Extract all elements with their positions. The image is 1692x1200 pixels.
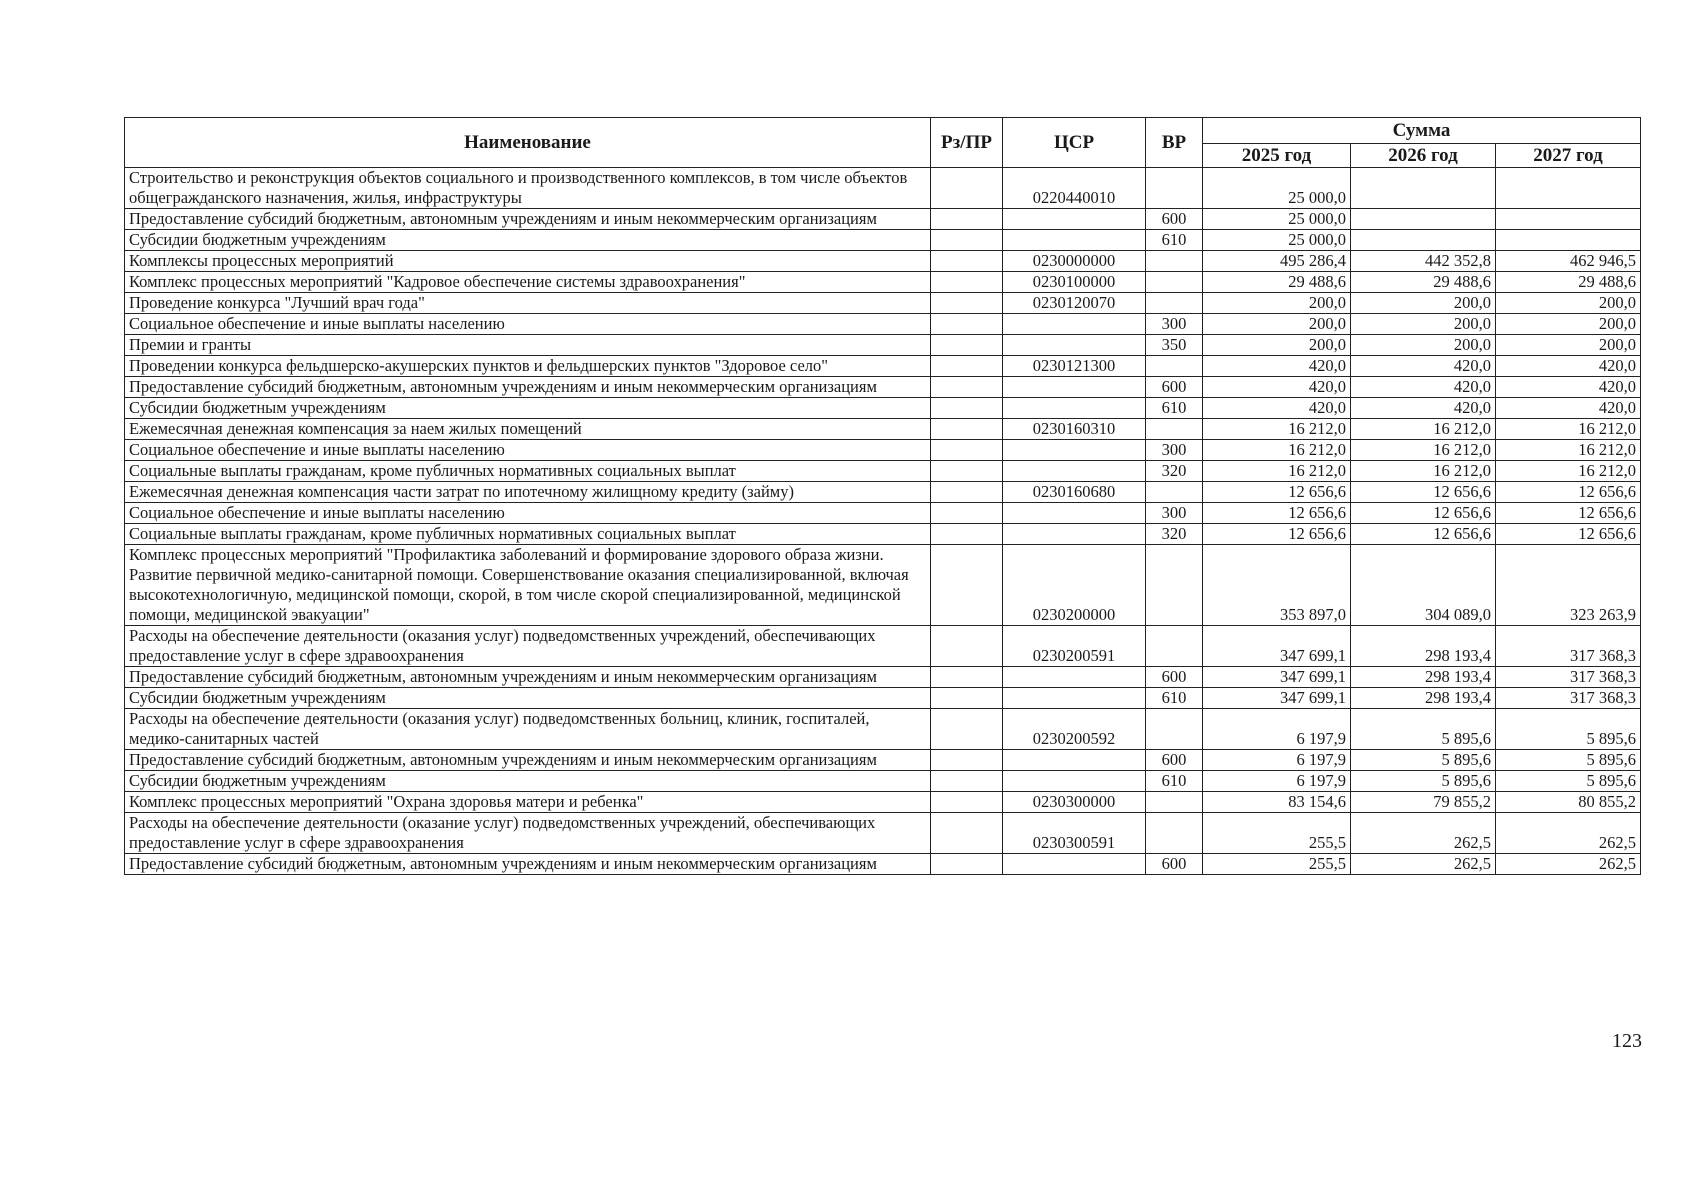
cell-rz-pr	[931, 377, 1003, 398]
cell-2025: 12 656,6	[1203, 503, 1351, 524]
cell-2027: 200,0	[1496, 293, 1641, 314]
cell-vr	[1146, 272, 1203, 293]
cell-2027	[1496, 168, 1641, 209]
cell-2027: 462 946,5	[1496, 251, 1641, 272]
cell-name: Предоставление субсидий бюджетным, автономным учреждениям и иным некоммерческим организациям	[125, 667, 931, 688]
cell-name: Предоставление субсидий бюджетным, автономным учреждениям и иным некоммерческим организациям	[125, 854, 931, 875]
page-number: 123	[1612, 1030, 1642, 1052]
cell-vr: 610	[1146, 688, 1203, 709]
cell-csr	[1003, 750, 1146, 771]
table-header	[125, 118, 1641, 168]
cell-2025: 255,5	[1203, 813, 1351, 854]
cell-name: Расходы на обеспечение деятельности (оказания услуг) подведомственных больниц, клиник, госпиталей, медико-санитарных частей	[125, 709, 931, 750]
cell-2027: 29 488,6	[1496, 272, 1641, 293]
cell-name: Предоставление субсидий бюджетным, автономным учреждениям и иным некоммерческим организациям	[125, 377, 931, 398]
cell-name: Субсидии бюджетным учреждениям	[125, 230, 931, 251]
cell-name: Социальные выплаты гражданам, кроме публичных нормативных социальных выплат	[125, 524, 931, 545]
cell-2026: 262,5	[1351, 854, 1496, 875]
cell-2027	[1496, 209, 1641, 230]
cell-vr	[1146, 356, 1203, 377]
cell-2027: 16 212,0	[1496, 419, 1641, 440]
table-row	[125, 209, 1641, 230]
cell-vr: 610	[1146, 771, 1203, 792]
cell-rz-pr	[931, 792, 1003, 813]
cell-2026: 200,0	[1351, 314, 1496, 335]
cell-vr	[1146, 419, 1203, 440]
header-name: Наименование	[125, 118, 931, 168]
table-row	[125, 251, 1641, 272]
cell-name: Комплекс процессных мероприятий "Профилактика заболеваний и формирование здорового образа жизни. Развитие первичной медико-санитарной помощи. Совершенствование оказания специализированной, включая высокотехнологичную, медицинской помощи, скорой, в том числе скорой специализированной, медицинской помощи, медицинской эвакуации"	[125, 545, 931, 626]
cell-2027: 200,0	[1496, 314, 1641, 335]
cell-2025: 16 212,0	[1203, 440, 1351, 461]
cell-rz-pr	[931, 293, 1003, 314]
cell-name: Комплекс процессных мероприятий "Охрана здоровья матери и ребенка"	[125, 792, 931, 813]
cell-2025: 200,0	[1203, 314, 1351, 335]
cell-vr: 600	[1146, 667, 1203, 688]
cell-2027: 12 656,6	[1496, 482, 1641, 503]
cell-rz-pr	[931, 503, 1003, 524]
cell-name: Проведении конкурса фельдшерско-акушерских пунктов и фельдшерских пунктов "Здоровое село"	[125, 356, 931, 377]
cell-csr	[1003, 503, 1146, 524]
cell-2026: 420,0	[1351, 377, 1496, 398]
cell-csr	[1003, 440, 1146, 461]
cell-2027: 200,0	[1496, 335, 1641, 356]
header-year-2025: 2025 год	[1203, 144, 1351, 168]
table-row	[125, 667, 1641, 688]
cell-rz-pr	[931, 771, 1003, 792]
cell-rz-pr	[931, 398, 1003, 419]
cell-2025: 29 488,6	[1203, 272, 1351, 293]
cell-csr	[1003, 314, 1146, 335]
cell-rz-pr	[931, 461, 1003, 482]
cell-vr	[1146, 482, 1203, 503]
cell-vr	[1146, 813, 1203, 854]
table-row	[125, 168, 1641, 209]
table-row	[125, 419, 1641, 440]
header-vr: ВР	[1146, 118, 1203, 168]
cell-vr	[1146, 709, 1203, 750]
cell-name: Ежемесячная денежная компенсация части затрат по ипотечному жилищному кредиту (займу)	[125, 482, 931, 503]
cell-name: Строительство и реконструкция объектов социального и производственного комплексов, в том числе объектов общегражданского назначения, жилья, инфраструктуры	[125, 168, 931, 209]
header-year-2027: 2027 год	[1496, 144, 1641, 168]
cell-2027: 5 895,6	[1496, 709, 1641, 750]
cell-2026: 298 193,4	[1351, 626, 1496, 667]
cell-2027: 12 656,6	[1496, 524, 1641, 545]
cell-csr: 0230000000	[1003, 251, 1146, 272]
cell-2025: 347 699,1	[1203, 626, 1351, 667]
header-sum: Сумма	[1203, 118, 1641, 144]
table-row	[125, 813, 1641, 854]
cell-2026: 200,0	[1351, 293, 1496, 314]
table-row	[125, 688, 1641, 709]
cell-2026	[1351, 230, 1496, 251]
cell-rz-pr	[931, 667, 1003, 688]
cell-rz-pr	[931, 440, 1003, 461]
cell-csr: 0230100000	[1003, 272, 1146, 293]
cell-rz-pr	[931, 209, 1003, 230]
cell-vr	[1146, 251, 1203, 272]
table-row	[125, 545, 1641, 626]
cell-2025: 353 897,0	[1203, 545, 1351, 626]
cell-2025: 347 699,1	[1203, 688, 1351, 709]
cell-csr: 0220440010	[1003, 168, 1146, 209]
cell-name: Предоставление субсидий бюджетным, автономным учреждениям и иным некоммерческим организациям	[125, 750, 931, 771]
cell-2025: 83 154,6	[1203, 792, 1351, 813]
cell-rz-pr	[931, 688, 1003, 709]
cell-2026: 12 656,6	[1351, 482, 1496, 503]
cell-2027: 12 656,6	[1496, 503, 1641, 524]
cell-2025: 6 197,9	[1203, 709, 1351, 750]
cell-csr	[1003, 667, 1146, 688]
cell-2026: 16 212,0	[1351, 419, 1496, 440]
cell-2025: 6 197,9	[1203, 771, 1351, 792]
cell-rz-pr	[931, 356, 1003, 377]
cell-vr	[1146, 168, 1203, 209]
cell-2025: 255,5	[1203, 854, 1351, 875]
cell-rz-pr	[931, 168, 1003, 209]
cell-name: Социальное обеспечение и иные выплаты населению	[125, 314, 931, 335]
cell-name: Предоставление субсидий бюджетным, автономным учреждениям и иным некоммерческим организациям	[125, 209, 931, 230]
table-row	[125, 503, 1641, 524]
cell-2025: 6 197,9	[1203, 750, 1351, 771]
cell-csr	[1003, 524, 1146, 545]
cell-vr: 600	[1146, 854, 1203, 875]
cell-csr: 0230160680	[1003, 482, 1146, 503]
cell-name: Социальное обеспечение и иные выплаты населению	[125, 503, 931, 524]
cell-2026: 12 656,6	[1351, 503, 1496, 524]
cell-2026: 442 352,8	[1351, 251, 1496, 272]
cell-rz-pr	[931, 335, 1003, 356]
cell-2027: 80 855,2	[1496, 792, 1641, 813]
cell-2026: 29 488,6	[1351, 272, 1496, 293]
table-row	[125, 293, 1641, 314]
cell-csr	[1003, 335, 1146, 356]
cell-name: Комплекс процессных мероприятий "Кадровое обеспечение системы здравоохранения"	[125, 272, 931, 293]
cell-vr: 610	[1146, 398, 1203, 419]
cell-2027: 262,5	[1496, 813, 1641, 854]
header-rz-pr: Рз/ПР	[931, 118, 1003, 168]
cell-csr	[1003, 461, 1146, 482]
cell-csr: 0230300591	[1003, 813, 1146, 854]
cell-vr: 350	[1146, 335, 1203, 356]
cell-2026: 79 855,2	[1351, 792, 1496, 813]
cell-2025: 25 000,0	[1203, 230, 1351, 251]
cell-2026: 200,0	[1351, 335, 1496, 356]
cell-rz-pr	[931, 709, 1003, 750]
cell-vr: 600	[1146, 209, 1203, 230]
cell-name: Премии и гранты	[125, 335, 931, 356]
cell-2025: 420,0	[1203, 356, 1351, 377]
cell-vr	[1146, 545, 1203, 626]
cell-2026: 16 212,0	[1351, 440, 1496, 461]
cell-2026: 5 895,6	[1351, 750, 1496, 771]
cell-2026: 16 212,0	[1351, 461, 1496, 482]
cell-2027: 420,0	[1496, 377, 1641, 398]
table-row	[125, 750, 1641, 771]
cell-name: Проведение конкурса "Лучший врач года"	[125, 293, 931, 314]
cell-2027: 5 895,6	[1496, 750, 1641, 771]
cell-csr	[1003, 230, 1146, 251]
table-row	[125, 461, 1641, 482]
cell-2025: 420,0	[1203, 377, 1351, 398]
table-row	[125, 440, 1641, 461]
cell-rz-pr	[931, 813, 1003, 854]
cell-vr: 600	[1146, 750, 1203, 771]
cell-csr	[1003, 854, 1146, 875]
cell-2025: 16 212,0	[1203, 419, 1351, 440]
cell-vr: 300	[1146, 503, 1203, 524]
cell-vr	[1146, 792, 1203, 813]
table-row	[125, 335, 1641, 356]
cell-2025: 420,0	[1203, 398, 1351, 419]
cell-rz-pr	[931, 750, 1003, 771]
header-csr: ЦСР	[1003, 118, 1146, 168]
cell-rz-pr	[931, 854, 1003, 875]
cell-2027: 317 368,3	[1496, 688, 1641, 709]
cell-vr	[1146, 293, 1203, 314]
cell-vr: 610	[1146, 230, 1203, 251]
cell-csr	[1003, 377, 1146, 398]
cell-csr: 0230200000	[1003, 545, 1146, 626]
cell-2025: 25 000,0	[1203, 209, 1351, 230]
cell-2026	[1351, 209, 1496, 230]
cell-csr: 0230121300	[1003, 356, 1146, 377]
table-row	[125, 626, 1641, 667]
cell-2027: 16 212,0	[1496, 440, 1641, 461]
cell-vr: 320	[1146, 524, 1203, 545]
cell-rz-pr	[931, 272, 1003, 293]
table-row	[125, 792, 1641, 813]
cell-name: Субсидии бюджетным учреждениям	[125, 771, 931, 792]
cell-csr	[1003, 771, 1146, 792]
cell-csr: 0230200592	[1003, 709, 1146, 750]
table-body	[125, 168, 1641, 875]
table-row	[125, 377, 1641, 398]
cell-vr: 300	[1146, 314, 1203, 335]
cell-vr: 300	[1146, 440, 1203, 461]
cell-2026: 304 089,0	[1351, 545, 1496, 626]
table-row	[125, 524, 1641, 545]
cell-name: Расходы на обеспечение деятельности (оказания услуг) подведомственных учреждений, обеспечивающих предоставление услуг в сфере здравоохранения	[125, 626, 931, 667]
cell-rz-pr	[931, 524, 1003, 545]
cell-rz-pr	[931, 626, 1003, 667]
cell-rz-pr	[931, 230, 1003, 251]
cell-name: Комплексы процессных мероприятий	[125, 251, 931, 272]
cell-2027: 5 895,6	[1496, 771, 1641, 792]
cell-name: Расходы на обеспечение деятельности (оказание услуг) подведомственных учреждений, обеспечивающих предоставление услуг в сфере здравоохранения	[125, 813, 931, 854]
cell-2025: 16 212,0	[1203, 461, 1351, 482]
cell-2027: 420,0	[1496, 398, 1641, 419]
cell-2025: 200,0	[1203, 335, 1351, 356]
cell-2025: 495 286,4	[1203, 251, 1351, 272]
cell-rz-pr	[931, 251, 1003, 272]
cell-name: Социальное обеспечение и иные выплаты населению	[125, 440, 931, 461]
cell-name: Субсидии бюджетным учреждениям	[125, 398, 931, 419]
cell-2025: 12 656,6	[1203, 482, 1351, 503]
cell-2026: 298 193,4	[1351, 667, 1496, 688]
cell-2025: 25 000,0	[1203, 168, 1351, 209]
cell-vr	[1146, 626, 1203, 667]
cell-2025: 347 699,1	[1203, 667, 1351, 688]
cell-2025: 12 656,6	[1203, 524, 1351, 545]
cell-rz-pr	[931, 545, 1003, 626]
cell-2026	[1351, 168, 1496, 209]
cell-2026: 298 193,4	[1351, 688, 1496, 709]
cell-2027: 16 212,0	[1496, 461, 1641, 482]
budget-sheet	[124, 117, 1640, 875]
table-row	[125, 398, 1641, 419]
header-year-2026: 2026 год	[1351, 144, 1496, 168]
cell-2026: 12 656,6	[1351, 524, 1496, 545]
cell-csr: 0230120070	[1003, 293, 1146, 314]
cell-2027: 262,5	[1496, 854, 1641, 875]
cell-csr	[1003, 398, 1146, 419]
table-row	[125, 272, 1641, 293]
cell-2027: 323 263,9	[1496, 545, 1641, 626]
cell-name: Социальные выплаты гражданам, кроме публичных нормативных социальных выплат	[125, 461, 931, 482]
cell-csr: 0230300000	[1003, 792, 1146, 813]
table-row	[125, 356, 1641, 377]
cell-2026: 5 895,6	[1351, 771, 1496, 792]
table-row	[125, 230, 1641, 251]
cell-rz-pr	[931, 419, 1003, 440]
cell-2026: 420,0	[1351, 356, 1496, 377]
table-row	[125, 314, 1641, 335]
cell-2026: 420,0	[1351, 398, 1496, 419]
table-row	[125, 709, 1641, 750]
cell-csr	[1003, 688, 1146, 709]
cell-csr	[1003, 209, 1146, 230]
cell-csr: 0230200591	[1003, 626, 1146, 667]
cell-name: Субсидии бюджетным учреждениям	[125, 688, 931, 709]
cell-name: Ежемесячная денежная компенсация за наем жилых помещений	[125, 419, 931, 440]
cell-2026: 5 895,6	[1351, 709, 1496, 750]
budget-table	[124, 117, 1641, 875]
cell-vr: 600	[1146, 377, 1203, 398]
table-row	[125, 854, 1641, 875]
cell-rz-pr	[931, 482, 1003, 503]
table-row	[125, 482, 1641, 503]
table-row	[125, 771, 1641, 792]
cell-2027: 317 368,3	[1496, 626, 1641, 667]
cell-2027: 420,0	[1496, 356, 1641, 377]
cell-2027	[1496, 230, 1641, 251]
cell-2027: 317 368,3	[1496, 667, 1641, 688]
cell-2026: 262,5	[1351, 813, 1496, 854]
cell-vr: 320	[1146, 461, 1203, 482]
cell-rz-pr	[931, 314, 1003, 335]
cell-csr: 0230160310	[1003, 419, 1146, 440]
cell-2025: 200,0	[1203, 293, 1351, 314]
